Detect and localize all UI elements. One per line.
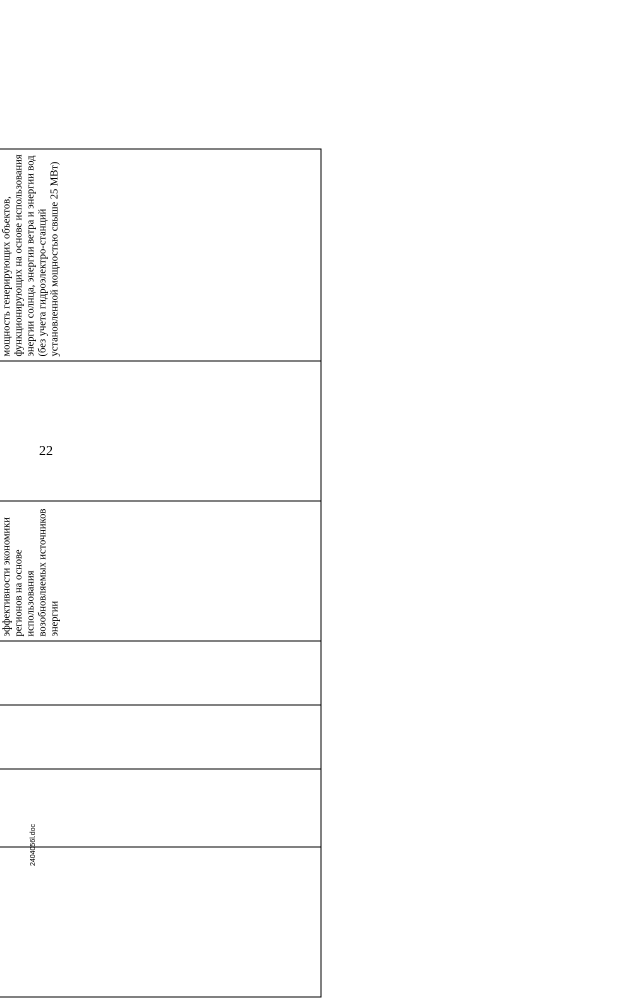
measures-table-rotated	[0, 150, 378, 998]
row-name-cell	[0, 847, 321, 997]
measures-table	[0, 148, 322, 997]
row-result: эффективности экономики регионов на основе использования возобновляемых источников энергии	[0, 501, 321, 641]
row-end	[0, 641, 321, 705]
row-link: мощность генерирующих объектов, функционирующих на основе использования энергии солнца, энергии ветра и энергии вод (без учета гидроэлектро-станций установленной мощностью свыше 25 МВт)	[0, 149, 321, 361]
row-directions	[0, 361, 321, 501]
table-row	[0, 149, 321, 997]
document-id: 2404056l.doc	[29, 815, 39, 875]
row-executor	[0, 769, 321, 847]
row-start	[0, 705, 321, 769]
page-number: 22	[36, 442, 56, 462]
